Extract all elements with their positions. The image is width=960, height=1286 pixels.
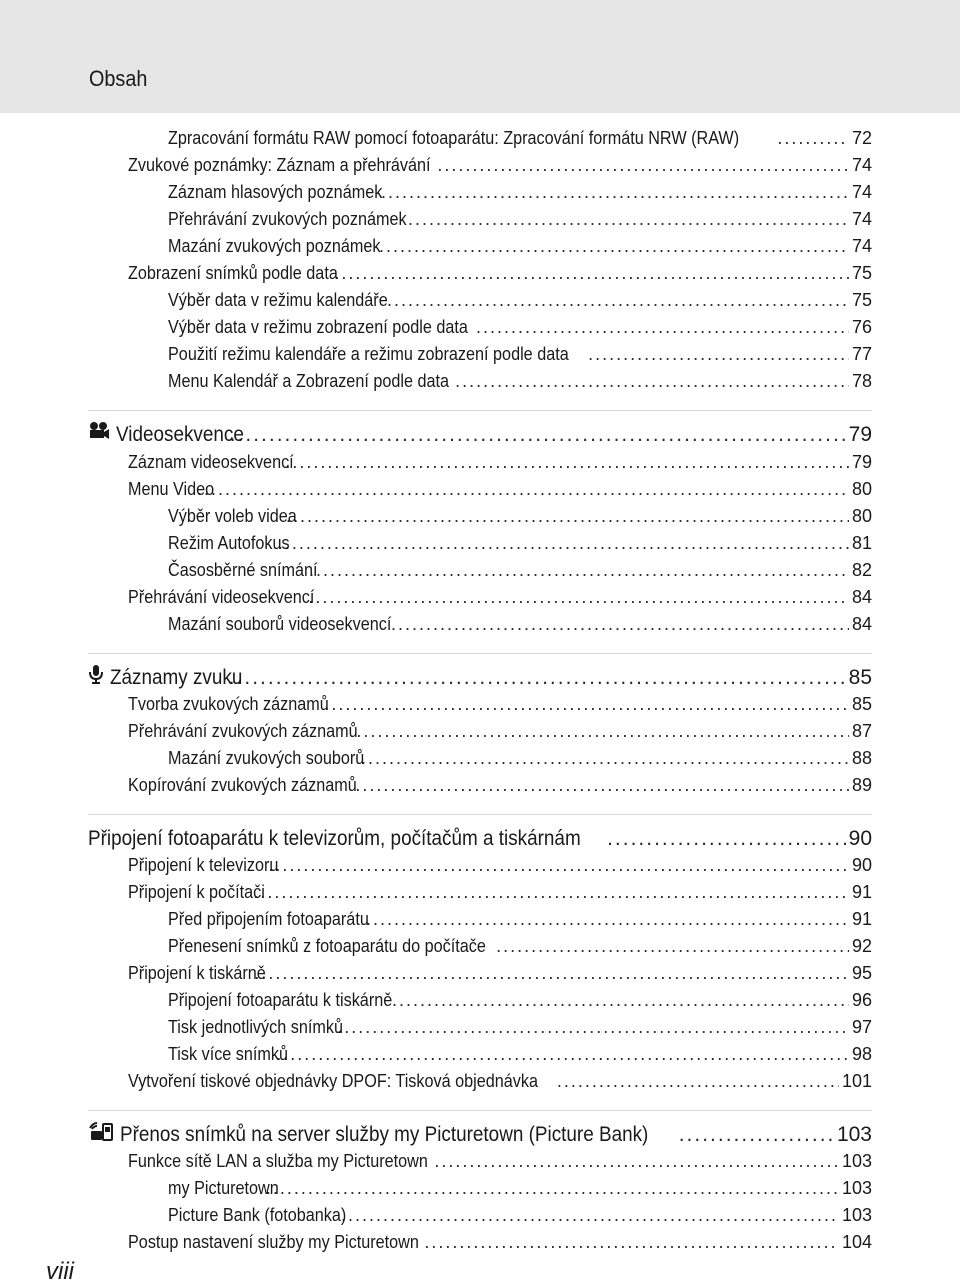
- toc-entry-page: 101: [841, 1071, 872, 1091]
- toc-entry-title: Tvorba zvukových záznamů: [128, 694, 329, 714]
- toc-entry[interactable]: [128, 449, 872, 476]
- toc-entry-title: Připojení fotoaparátu k televizorům, počítačům a tiskárnám: [88, 827, 581, 850]
- dot-leader: [230, 421, 846, 448]
- toc-entry-title: Přenos snímků na server služby my Picturetown (Picture Bank): [120, 1123, 649, 1146]
- toc-entry-page: 75: [851, 290, 872, 310]
- toc-entry-page: 85: [848, 666, 872, 689]
- dot-leader: [379, 233, 849, 260]
- toc-entry-title: Přehrávání videosekvencí: [128, 587, 315, 607]
- dot-leader: [679, 1121, 834, 1148]
- dot-leader: [588, 341, 849, 368]
- dot-leader: [324, 691, 849, 718]
- toc-entry[interactable]: [168, 1041, 872, 1068]
- dot-leader: [391, 611, 849, 638]
- toc-entry-page: 87: [851, 721, 872, 741]
- toc-entry[interactable]: [168, 557, 872, 584]
- wireless-transfer-icon: [88, 1121, 114, 1148]
- toc-entry[interactable]: [128, 718, 872, 745]
- dot-leader: [337, 1014, 849, 1041]
- toc-entry-page: 74: [851, 182, 872, 202]
- toc-entry[interactable]: [128, 1068, 872, 1095]
- toc-entry-page: 82: [851, 560, 872, 580]
- dot-leader: [392, 987, 849, 1014]
- toc-entry-page: 84: [851, 587, 872, 607]
- dot-leader: [278, 530, 849, 557]
- toc-chapter[interactable]: [88, 421, 872, 448]
- dot-leader: [434, 1148, 839, 1175]
- dot-leader: [408, 206, 849, 233]
- toc-entry[interactable]: [168, 906, 872, 933]
- toc-entry[interactable]: [168, 233, 872, 260]
- toc-entry[interactable]: [128, 584, 872, 611]
- toc-entry-title: Zobrazení snímků podle data: [128, 263, 338, 283]
- toc-entry-title: Připojení k tiskárně: [128, 963, 266, 983]
- toc-entry-title: Záznam hlasových poznámek: [168, 182, 383, 202]
- section-divider: [88, 410, 872, 411]
- toc-entry-page: 88: [851, 748, 872, 768]
- toc-entry-title: Použití režimu kalendáře a režimu zobrazení podle data: [168, 344, 569, 364]
- movie-camera-icon: [88, 421, 110, 448]
- toc-entry[interactable]: [128, 772, 872, 799]
- toc-entry-title: my Picturetown: [168, 1178, 279, 1198]
- dot-leader: [229, 664, 846, 691]
- toc-entry[interactable]: [168, 368, 872, 395]
- toc-entry-page: 85: [851, 694, 872, 714]
- dot-leader: [424, 1229, 839, 1256]
- page-number: viii: [46, 1258, 74, 1285]
- toc-entry[interactable]: [168, 314, 872, 341]
- toc-entry-page: 92: [851, 936, 872, 956]
- dot-leader: [253, 879, 849, 906]
- toc-entry-title: Přehrávání zvukových poznámek: [168, 209, 407, 229]
- toc-entry[interactable]: [128, 879, 872, 906]
- toc-entry-page: 103: [841, 1178, 872, 1198]
- toc-entry-page: 95: [851, 963, 872, 983]
- toc-entry-title: Tisk jednotlivých snímků: [168, 1017, 343, 1037]
- dot-leader: [197, 476, 849, 503]
- toc-entry-page: 103: [841, 1151, 872, 1171]
- toc-entry[interactable]: [128, 1148, 872, 1175]
- section-divider: [88, 814, 872, 815]
- toc-entry[interactable]: [128, 152, 872, 179]
- dot-leader: [334, 260, 849, 287]
- dot-leader: [607, 825, 846, 852]
- dot-leader: [387, 287, 849, 314]
- toc-entry-page: 104: [841, 1232, 872, 1252]
- toc-chapter[interactable]: [88, 825, 872, 852]
- toc-entry[interactable]: [168, 287, 872, 314]
- dot-leader: [254, 960, 849, 987]
- dot-leader: [355, 772, 849, 799]
- toc-chapter[interactable]: [88, 1121, 872, 1148]
- toc-entry-page: 79: [848, 423, 872, 446]
- toc-entry-page: 90: [848, 827, 872, 850]
- toc-entry[interactable]: [168, 530, 872, 557]
- toc-chapter[interactable]: [88, 664, 872, 691]
- toc-entry-page: 78: [851, 371, 872, 391]
- dot-leader: [366, 906, 849, 933]
- toc-entry-page: 90: [851, 855, 872, 875]
- toc-entry-title: Připojení fotoaparátu k tiskárně: [168, 990, 393, 1010]
- toc-entry-title: Kopírování zvukových záznamů: [128, 775, 357, 795]
- toc-entry-page: 74: [851, 209, 872, 229]
- toc-entry-page: 91: [851, 909, 872, 929]
- toc-entry-page: 74: [851, 155, 872, 175]
- toc-entry-title: Výběr voleb videa: [168, 506, 297, 526]
- microphone-icon: [88, 664, 104, 691]
- toc-entry-title: Mazání zvukových souborů: [168, 748, 365, 768]
- toc-entry[interactable]: [168, 179, 872, 206]
- toc-entry[interactable]: [168, 125, 872, 152]
- toc-entry-title: Připojení k televizoru: [128, 855, 279, 875]
- toc-entry-title: Zpracování formátu RAW pomocí fotoaparátu: Zpracování formátu NRW (RAW): [168, 128, 740, 148]
- toc-entry-page: 75: [851, 263, 872, 283]
- toc-entry-title: Záznam videosekvencí: [128, 452, 294, 472]
- dot-leader: [341, 1202, 839, 1229]
- toc-entry-title: Výběr data v režimu zobrazení podle data: [168, 317, 468, 337]
- toc-entry-page: 72: [851, 128, 872, 148]
- dot-leader: [309, 557, 849, 584]
- dot-leader: [276, 1041, 849, 1068]
- toc-entry-title: Videosekvence: [116, 423, 244, 446]
- toc-entry-title: Záznamy zvuku: [110, 666, 243, 689]
- toc-entry[interactable]: [168, 341, 872, 368]
- dot-leader: [557, 1068, 839, 1095]
- toc-entry-title: Přenesení snímků z fotoaparátu do počítače: [168, 936, 486, 956]
- toc-entry-title: Menu Video: [128, 479, 215, 499]
- toc-entry-title: Výběr data v režimu kalendáře: [168, 290, 388, 310]
- toc-entry-title: Připojení k počítači: [128, 882, 265, 902]
- toc-entry-title: Postup nastavení služby my Picturetown: [128, 1232, 419, 1252]
- toc-entry-page: 79: [851, 452, 872, 472]
- toc-entry[interactable]: [128, 960, 872, 987]
- toc-entry-page: 80: [851, 479, 872, 499]
- dot-leader: [266, 1175, 839, 1202]
- dot-leader: [455, 368, 849, 395]
- toc-entry-page: 103: [836, 1123, 872, 1146]
- dot-leader: [476, 314, 849, 341]
- toc-entry[interactable]: [168, 206, 872, 233]
- toc-entry[interactable]: [168, 503, 872, 530]
- toc-entry-title: Tisk více snímků: [168, 1044, 289, 1064]
- dot-leader: [381, 179, 849, 206]
- toc-entry-title: Vytvoření tiskové objednávky DPOF: Tisková objednávka: [128, 1071, 539, 1091]
- section-divider: [88, 1110, 872, 1111]
- dot-leader: [286, 503, 849, 530]
- toc-entry[interactable]: [168, 1202, 872, 1229]
- toc-entry[interactable]: [168, 1175, 872, 1202]
- dot-leader: [356, 718, 849, 745]
- dot-leader: [496, 933, 849, 960]
- toc-entry-page: 96: [851, 990, 872, 1010]
- toc-entry-page: 74: [851, 236, 872, 256]
- toc-entry[interactable]: [168, 987, 872, 1014]
- dot-leader: [361, 745, 849, 772]
- toc-entry[interactable]: [168, 1014, 872, 1041]
- toc-entry[interactable]: [168, 611, 872, 638]
- toc-entry[interactable]: [128, 691, 872, 718]
- toc-entry[interactable]: [128, 1229, 872, 1256]
- dot-leader: [285, 449, 849, 476]
- toc-entry-title: Funkce sítě LAN a služba my Picturetown: [128, 1151, 428, 1171]
- toc-entry-page: 81: [851, 533, 872, 553]
- toc-entry-title: Přehrávání zvukových záznamů: [128, 721, 358, 741]
- toc-entry-page: 103: [841, 1205, 872, 1225]
- toc-entry-page: 89: [851, 775, 872, 795]
- dot-leader: [268, 852, 849, 879]
- toc-entry[interactable]: [128, 260, 872, 287]
- toc-entry[interactable]: [128, 852, 872, 879]
- toc-entry-title: Režim Autofokus: [168, 533, 290, 553]
- toc-entry-title: Mazání zvukových poznámek: [168, 236, 381, 256]
- toc-entry-title: Mazání souborů videosekvencí: [168, 614, 392, 634]
- toc-entry-page: 91: [851, 882, 872, 902]
- dot-leader: [308, 584, 849, 611]
- toc-entry[interactable]: [168, 745, 872, 772]
- toc-entry-page: 76: [851, 317, 872, 337]
- toc-entry-page: 77: [851, 344, 872, 364]
- toc-entry-title: Menu Kalendář a Zobrazení podle data: [168, 371, 449, 391]
- dot-leader: [437, 152, 849, 179]
- toc-entry-page: 98: [851, 1044, 872, 1064]
- toc-entry-title: Zvukové poznámky: Záznam a přehrávání: [128, 155, 431, 175]
- section-divider: [88, 653, 872, 654]
- toc-entry[interactable]: [128, 476, 872, 503]
- toc-entry-page: 80: [851, 506, 872, 526]
- toc-entry-title: Časosběrné snímání: [168, 560, 318, 580]
- toc-entry-title: Picture Bank (fotobanka): [168, 1205, 347, 1225]
- dot-leader: [777, 125, 849, 152]
- page-title: Obsah: [89, 66, 148, 91]
- toc-entry-title: Před připojením fotoaparátu: [168, 909, 369, 929]
- toc-entry-page: 97: [851, 1017, 872, 1037]
- toc-entry[interactable]: [168, 933, 872, 960]
- toc-entry-page: 84: [851, 614, 872, 634]
